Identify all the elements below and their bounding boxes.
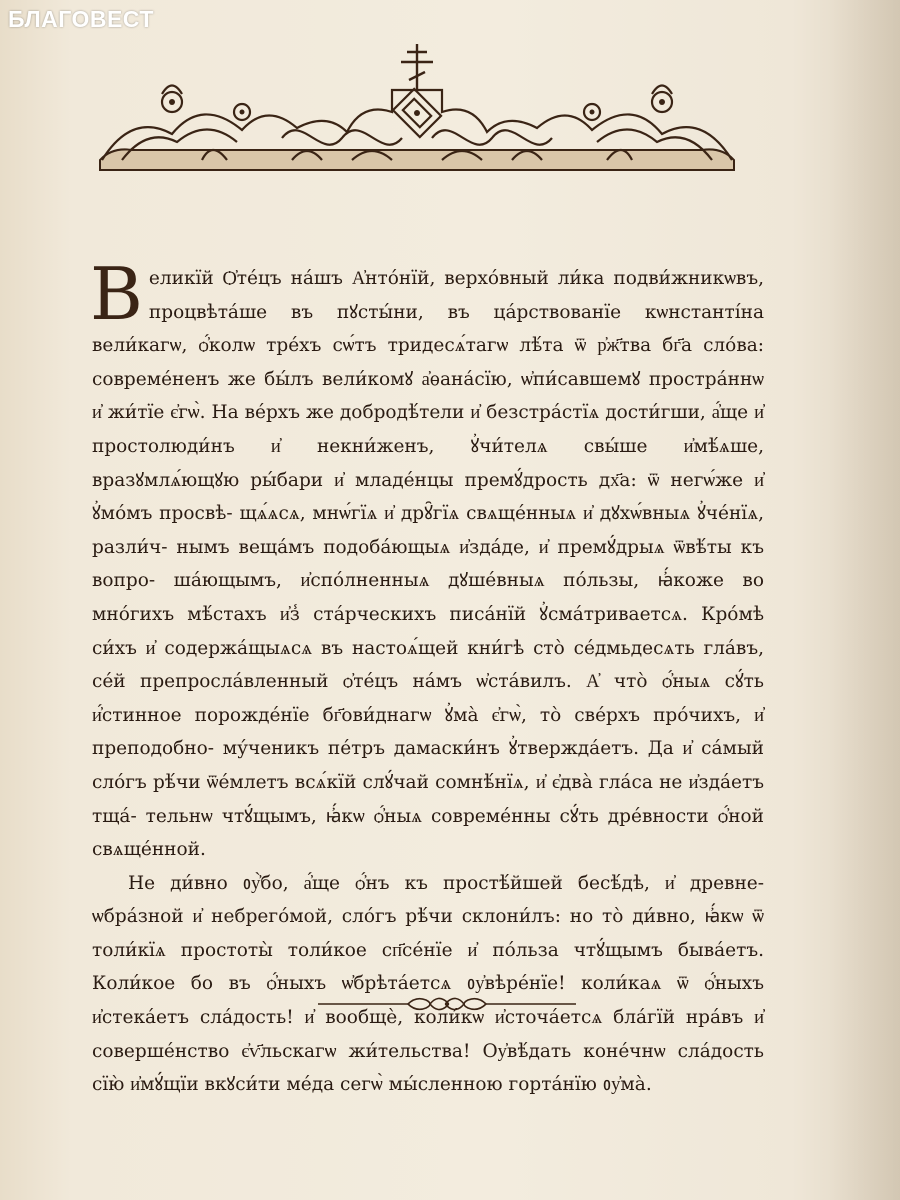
body-text bbox=[90, 252, 764, 1102]
paragraph-2: Не ди́вно ᲂу҆̀бо, а҆́ще ѻ҆́нъ къ простѣ́йшей бесѣ́дѣ, и҆ древне- ѡбра́зной и҆ небрего́мой, сло́гъ рѣ́чи склони́лъ: но то̀ ди́вно, ꙗ҆́кѡ ѿ толи́кїѧ простоты̀ толи́кое сп҃се́нїе и҆ по́льза чтꙋ́щымъ быва́етъ. Коли́кое бо въ ѻ҆́ныхъ ѡ҆брѣта́етсѧ ᲂу҆вѣре́нїе! коли́каѧ ѿ ѻ҆́ныхъ и҆стека́етъ сла́дость! и҆ вообщѐ, коли́кѡ и҆сточа́етсѧ бла́гїй нра́въ и҆ соверше́нство є҆ѵ҃льскагѡ жи́тельства! Оу҆вѣ́дать коне́чнѡ сла́дость сїю̀ и҆мꙋ́щїи вкꙋси́ти ме́да сегѡ̀ мы́сленною горта́нїю ᲂу҆ма̀. bbox=[92, 872, 764, 1096]
paragraph-1 bbox=[90, 252, 764, 867]
paragraph-1-text: еликїй Ѻ҆те́цъ на́шъ А҆нто́нїй, верхо́вный ли́ка подви́жникѡвъ, процвѣта́ше въ пꙋсты́ни, въ ца́рствованїе кѡнстанті́на вели́кагѡ, ѻ҆́колѡ тре́хъ сѡ́тъ тридесѧ́тагѡ лѣ́та ѿ р҆ж҃тва бг҃а сло́ва: совреме́ненъ же бы́лъ вели́комꙋ а҆ѳана́сїю, ѡ҆пи́савшемꙋ простра́ннѡ и҆ жи́тїе є҆гѡ̀. На ве́рхъ же добродѣ́тели и҆ безстра́стїѧ дости́гши, а҆́ще и҆ простолюди́нъ и҆ некни́женъ, ꙋ҆чи́телѧ свы́ше и҆мѣ́ѧше, вразꙋмлѧ́ющꙋю ры́бари и҆ младе́нцы премꙋ́дрость дх҃а: ѿ негѡ́же и҆ ꙋ҆мо́мъ просвѣ- щѧ́ѧсѧ, мнѡ́гїѧ и҆ дрꙋ̑гїѧ свѧще́нныѧ и҆ дꙋхѡ́вныѧ ꙋ҆че́нїѧ, разли́ч- нымъ веща́мъ подоба́ющыѧ и҆зда́де, и҆ премꙋ́дрыѧ ѿвѣ́ты къ вопро- ша́ющымъ, и҆спо́лненныѧ дꙋше́вныѧ по́льзы, ꙗ҆́коже во мно́гихъ мѣ́стахъ и҆з̾ ста́рческихъ писа́нїй ꙋ҆сма́триваетсѧ. Кро́мѣ си́хъ и҆ содержа́щыѧсѧ въ настоѧ́щей кни́гѣ сто̀ се́дмьдесѧть гла́въ, се́й препросла́вленный ѻ҆те́цъ на́мъ ѡ҆ста́вилъ. А҆ что̀ ѻ҆́ныѧ сꙋ́ть и҆́стинное порожде́нїе бг҃ови́днагѡ ꙋ҆ма̀ є҆гѡ̀, то̀ све́рхъ про́чихъ, и҆ преподобно- му́ченикъ пе́тръ дамаски́нъ ꙋ҆твержда́етъ. Да и҆ са́мый сло́гъ рѣ́чи ѿе́млетъ всѧ́кїй слꙋ́чай сомнѣ́нїѧ, и҆ є҆два̀ гла́са не и҆зда́етъ тща́- тельнѡ чтꙋ́щымъ, ꙗ҆́кѡ ѻ҆́ныѧ совреме́нны сꙋ́ть дре́вности ѻ҆́ной свѧще́нной. bbox=[92, 268, 764, 861]
interlace-headpiece-icon bbox=[92, 42, 742, 182]
drop-cap: В bbox=[90, 252, 143, 336]
vignette-tailpiece-icon bbox=[316, 992, 578, 1016]
watermark-label: БЛАГОВЕСТ bbox=[8, 6, 154, 32]
